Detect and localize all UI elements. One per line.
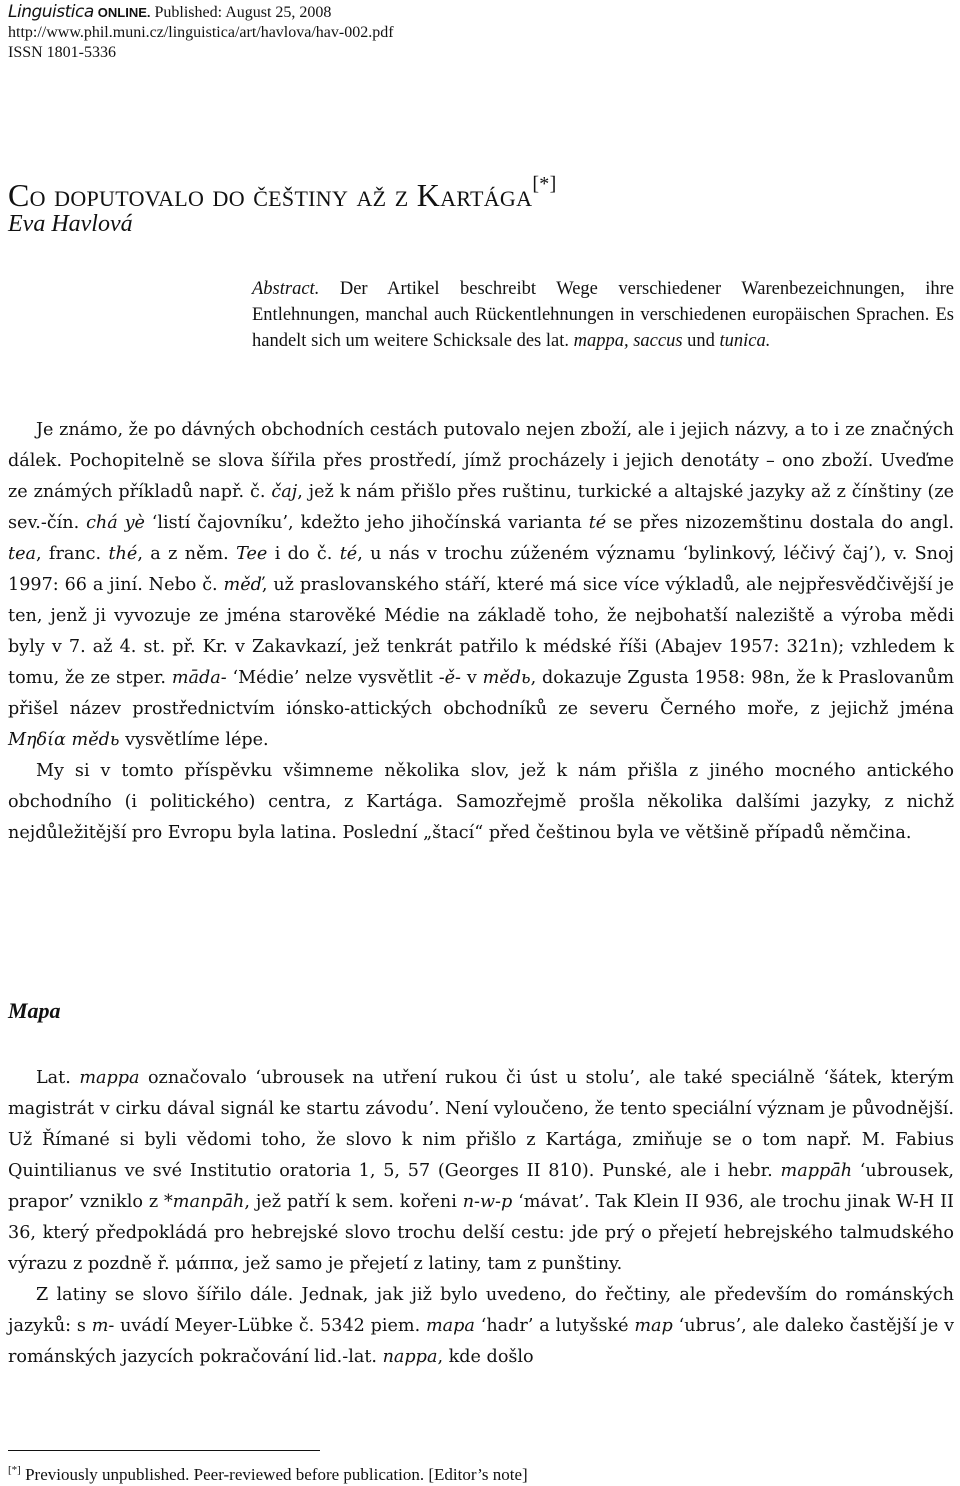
- published-date: Published: August 25, 2008: [154, 4, 332, 21]
- section-text: [8, 1063, 954, 1373]
- footnote-rule: [8, 1450, 320, 1451]
- title-footnote-mark[interactable]: [*]: [532, 173, 557, 195]
- paragraph-2: My si v tomto příspěvku všimneme několika slov, jež k nám přišla z jiného mocného antického obchodního (i politického) centra, z Kartága. Samozřejmě prošla několika dalšími jazyky, z nichž nejdůležitější pro Evropu byla latina. Poslední „štací“ před češtinou byla ve většině případů němčina.: [8, 761, 954, 843]
- abstract-label: Abstract.: [252, 279, 320, 299]
- footnote: [*] Previously unpublished. Peer-reviewed before publication. [Editor’s note]: [8, 1464, 528, 1484]
- paragraph-3: Lat. mappa označovalo ‘ubrousek na utření rukou či úst u stolu’, ale také speciálně ‘šátek, kterým magistrát v cirku dával signál ke startu závodu’. Není vyloučeno, že tento speciální význam je původnější. Už Římané si byli vědomi toho, že slovo k nim přišlo z Kartága, zmiňuje se o tom např. M. Fabius Quintilianus ve své Institutio oratoria 1, 5, 57 (Georges II 810). Punské, ale i hebr. mappā̄h ‘ubrousek, prapor’ vzniklo z *manpā̄h, jež patří k sem. kořeni n-w-p ‘mávat’. Tak Klein II 936, ale trochu jinak W-H II 36, který předpokládá pro hebrejské slovo trochu delší cestu: jde prý o přejetí hebrejského talmudského výrazu z pozdně ř. μάππα, jež samo je přejetí z latiny, tam z punštiny.: [8, 1068, 955, 1274]
- main-text: [8, 415, 954, 849]
- page-header: [8, 2, 708, 63]
- paragraph-4: Z latiny se slovo šířilo dále. Jednak, jak již bylo uvedeno, do řečtiny, ale především do románských jazyků: s m- uvádí Meyer-Lübke č. 5342 piem. mapa ‘hadr’ a lutyšské map ‘ubrus’, ale daleko častější je v románských jazycích pokračování lid.-lat. nappa, kde došlo: [8, 1285, 955, 1367]
- linguistica-logo: Linguistica: [8, 2, 94, 22]
- paragraph-1: Je známo, že po dávných obchodních cestách putovalo nejen zboží, ale i jejich názvy, a to i ze značných dálek. Pochopitelně se slova šířila přes prostředí, jímž procházely i jejich denotáty – ono zboží. Uveďme ze známých příkladů např. č. čaj, jež k nám přišlo přes ruštinu, turkické a altajské jazyky až z čínštiny (ze sev.-čín. chá yè ‘listí čajovníku’, kdežto jeho jihočínská varianta té se přes nizozemštinu dostala do angl. tea, franc. thé, a z něm. Tee i do č. té, u nás v trochu zúženém významu ‘bylinkový, léčivý čaj’), v. Snoj 1997: 66 a jiní. Nebo č. měď, už praslovanského stáří, které má sice více výkladů, ale nejpřesvědčivější je ten, jenž ji vyvozuje ze jména starověké Médie na základě toho, že nejbohatší naleziště a výroba mědi byly v 7. až 4. st. př. Kr. v Zakavkazí, jež tenkrát patřilo k médské říši (Abajev 1957: 321n); vzhledem k tomu, že ze stper. māda- ‘Médie’ nelze vysvětlit -ě- v mědь, dokazuje Zgusta 1958: 98n, že k Praslovanům přišel název prostřednictvím iónsko-attických obchodníků ze severu Černého moře, z jejichž jména Μηδία mědь vysvětlíme lépe.: [8, 420, 955, 750]
- author-name: Eva Havlová: [8, 211, 133, 237]
- issn: ISSN 1801-5336: [8, 44, 117, 61]
- publication-line: [8, 2, 708, 23]
- footnote-mark: [*]: [8, 1464, 21, 1476]
- article-url[interactable]: http://www.phil.muni.cz/linguistica/art/havlova/hav-002.pdf: [8, 24, 394, 41]
- section-heading-mapa: Mapa: [8, 998, 61, 1023]
- online-label: ONLINE.: [97, 5, 151, 20]
- article-title: Co doputovalo do češtiny až z Kartága[*]: [8, 173, 557, 213]
- abstract: Abstract. Der Artikel beschreibt Wege verschiedener Warenbezeichnungen, ihre Entlehnungen, manchal auch Rückentlehnungen in verschiedenen europäischen Sprachen. Es handelt sich um weitere Schicksale des lat. mappa, saccus und tunica.: [252, 279, 955, 351]
